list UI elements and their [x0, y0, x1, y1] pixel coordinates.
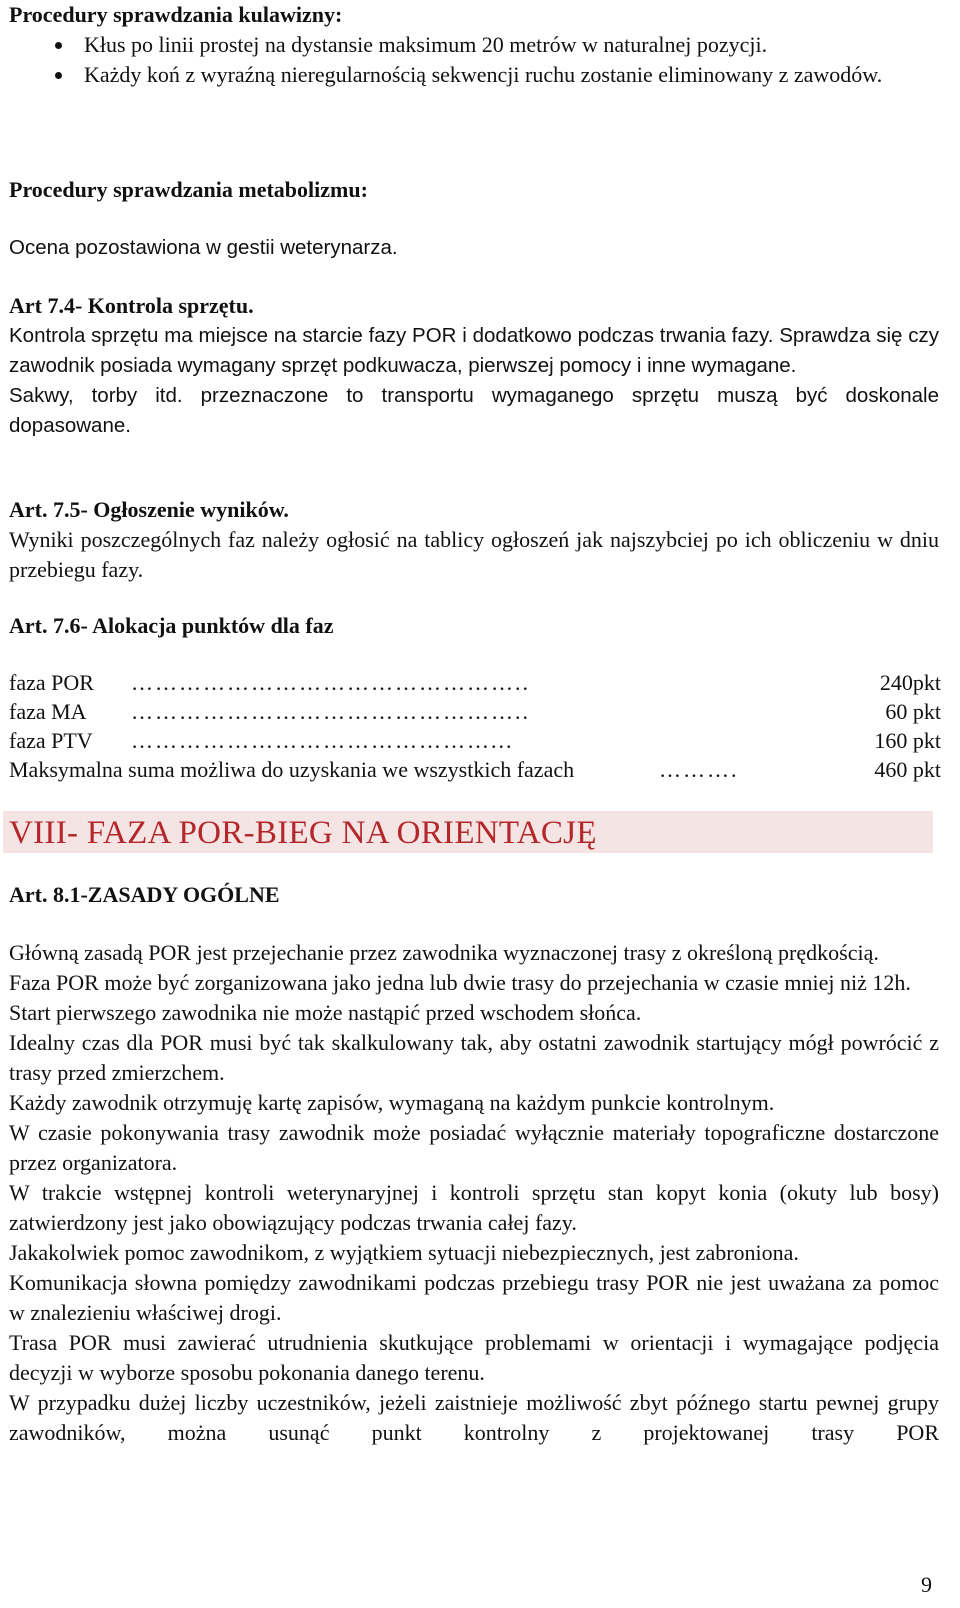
art-8-1-body	[9, 938, 939, 1448]
art-7-4-section	[9, 291, 939, 441]
phase-label: faza POR	[9, 670, 94, 695]
paragraph: Każdy zawodnik otrzymuję kartę zapisów, wymaganą na każdym punkcie kontrolnym.	[9, 1090, 775, 1115]
paragraph: Główną zasadą POR jest przejechanie przez zawodnika wyznaczonej trasy z określoną prędkością.	[9, 940, 879, 965]
dot-leader: …………………………………………..	[131, 670, 530, 695]
art-7-4-paragraph: Sakwy, torby itd. przeznaczone to transportu wymaganego sprzętu muszą być doskonale dopasowane.	[9, 384, 939, 437]
paragraph: W przypadku dużej liczby uczestników, jeżeli zaistnieje możliwość zbyt późnego startu pewnej grupy zawodników, można usunąć punkt kontrolny z projektowanej trasy POR	[9, 1390, 939, 1445]
table-row	[9, 668, 953, 698]
metabolism-section	[9, 175, 953, 263]
art-7-5-paragraph: Wyniki poszczególnych faz należy ogłosić na tablicy ogłoszeń jak najszybciej po ich obliczeniu w dniu przebiegu fazy.	[9, 527, 939, 582]
art-7-6-heading: Art. 7.6- Alokacja punktów dla faz	[9, 613, 334, 638]
art-7-4-paragraph: Kontrola sprzętu ma miejsce na starcie fazy POR i dodatkowo podczas trwania fazy. Sprawdza się czy zawodnik posiada wymagany sprzęt podkuwacza, pierwszej pomocy i inne wymagane.	[9, 324, 939, 377]
paragraph: W czasie pokonywania trasy zawodnik może posiadać wyłącznie materiały topograficzne dostarczone przez organizatora.	[9, 1120, 939, 1175]
list-item: Każdy koń z wyraźną nieregularnością sekwencji ruchu zostanie eliminowany z zawodów.	[84, 60, 939, 90]
art-7-5-section	[9, 495, 939, 585]
art-7-4-heading: Art 7.4- Kontrola sprzętu.	[9, 293, 254, 318]
art-7-6-section	[9, 611, 953, 641]
table-row	[9, 726, 953, 756]
metabolism-heading: Procedury sprawdzania metabolizmu:	[9, 177, 368, 202]
dot-leader: …………………………………………..	[131, 699, 530, 724]
points-allocation-table	[9, 668, 953, 788]
phase-points: 60 pkt	[885, 699, 941, 724]
phase-label: faza MA	[9, 699, 87, 724]
art-8-1-section	[9, 880, 939, 1448]
paragraph: Komunikacja słowna pomiędzy zawodnikami podczas przebiegu trasy POR nie jest uważana za pomoc w znalezieniu właściwej drogi.	[9, 1270, 939, 1325]
paragraph: Jakakolwiek pomoc zawodnikom, z wyjątkiem sytuacji niebezpiecznych, jest zabroniona.	[9, 1240, 799, 1265]
lameness-bullet-list	[9, 30, 939, 90]
page-number: 9	[921, 1572, 932, 1597]
table-row	[9, 697, 953, 727]
lameness-heading: Procedury sprawdzania kulawizny:	[9, 2, 343, 27]
paragraph: Faza POR może być zorganizowana jako jedna lub dwie trasy do przejechania w czasie mniej niż 12h.	[9, 970, 911, 995]
phase-points: 160 pkt	[874, 728, 941, 753]
art-7-5-heading: Art. 7.5- Ogłoszenie wyników.	[9, 497, 289, 522]
lameness-section	[9, 0, 953, 90]
list-item: Kłus po linii prostej na dystansie maksimum 20 metrów w naturalnej pozycji.	[84, 30, 939, 60]
phase-label: faza PTV	[9, 728, 93, 753]
paragraph: Trasa POR musi zawierać utrudnienia skutkujące problemami w orientacji i wymagające podjęcia decyzji w wyborze sposobu pokonania danego terenu.	[9, 1330, 939, 1385]
paragraph: Idealny czas dla POR musi być tak skalkulowany tak, aby ostatni zawodnik startujący mógł powrócić z trasy przed zmierzchem.	[9, 1030, 939, 1085]
metabolism-text: Ocena pozostawiona w gestii weterynarza.	[9, 236, 398, 259]
dot-leader: ……….	[659, 757, 739, 782]
paragraph: Start pierwszego zawodnika nie może nastąpić przed wschodem słońca.	[9, 1000, 642, 1025]
phase-points: 240pkt	[879, 670, 941, 695]
dot-leader: ………………………………………...	[131, 728, 514, 753]
phase-points: 460 pkt	[874, 757, 941, 782]
paragraph: W trakcie wstępnej kontroli weterynaryjnej i kontroli sprzętu stan kopyt konia (okuty lub bosy) zatwierdzony jest jako obowiązujący podczas trwania całej fazy.	[9, 1180, 939, 1235]
section-title: VIII- FAZA POR-BIEG NA ORIENTACJĘ	[9, 815, 597, 851]
art-8-1-heading: Art. 8.1-ZASADY OGÓLNE	[9, 882, 280, 907]
table-row	[9, 755, 953, 785]
phase-label: Maksymalna suma możliwa do uzyskania we wszystkich fazach	[9, 757, 575, 782]
